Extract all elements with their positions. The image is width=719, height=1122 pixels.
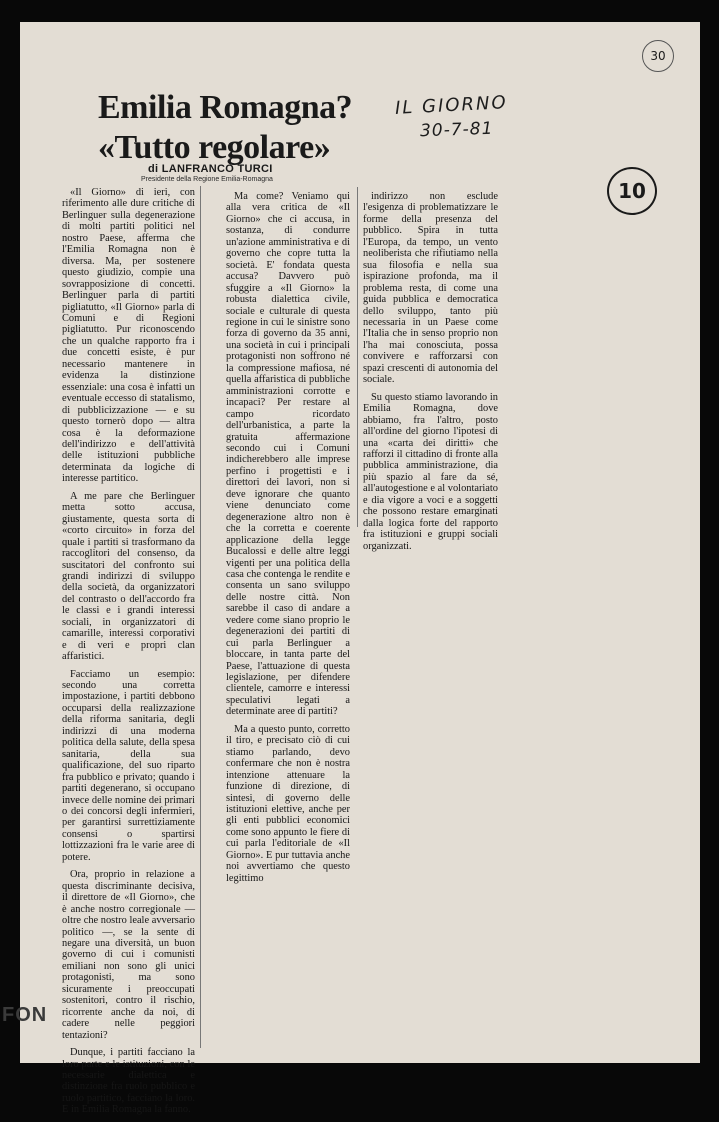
item-number-circle [607,167,657,215]
paragraph: Ma a questo punto, corretto il tiro, e precisato ciò di cui stiamo parlando, devo confermare che non è nostra intenzione attenuare la funzione di direzione, di sintesi, di governo delle istituzioni elettive, anche per gli enti pubblici economici come sono appunto le fiere di cui parla l'editoriale de «Il Giorno». E pur tuttavia anche noi avvertiamo che questo legittimo [226,723,350,884]
handwritten-newspaper-name: IL GIORNO [394,92,509,119]
page-number-circle [642,40,674,72]
paragraph: Ma come? Veniamo qui alla vera critica de «Il Giorno» che ci accusa, in sostanza, di condurre un'azione amministrativa e di governo che copre tutta la società. E' fondata questa accusa? Davvero può sfuggire a «Il Giorno» la robusta dialettica civile, sociale e culturale di questa regione in cui le sinistre sono forza di governo da 35 anni, una società in cui i principali protagonisti non soffrono né la compressione mafiosa, né quella affaristica di pubbliche amministrazioni corrotte e incapaci? Per restare al campo ricordato dell'urbanistica, a parte la gratuita affermazione secondo cui i Comuni indicherebbero alle imprese perfino i progettisti e i direttori dei lavori, non si deve ignorare che quanto viene denunciato come degenerazione altro non è che la corretta e coerente applicazione della legge Bucalossi e delle altre leggi vigenti per una politica della casa che contenga le rendite e consenta un sano sviluppo delle nostre città. Non sarebbe il caso di andare a vedere come siano proprio le degenerazioni dei partiti di cui parla Berlinguer a bloccare, in tanta parte del Paese, l'attuazione di questa legislazione, per difendere clientele, camorre e interessi speculativi legati a determinate aree di partiti? [226,191,350,718]
paragraph: Facciamo un esempio: secondo una corretta impostazione, i partiti debbono occuparsi della realizzazione della riforma sanitaria, degli indirizzi di una moderna politica della salute, della spesa sanitaria, della sua qualificazione, del suo riparto fra pubblico e privato; quando i partiti degenerano, si occupano invece delle nomine dei primari o dei concorsi degli infermieri, per garantirsi surrettiziamente consensi o spartirsi lottizzazioni fra le varie aree di potere. [62,668,195,863]
byline: di LANFRANCO TURCI [148,163,273,175]
paragraph: Dunque, i partiti facciano la loro parte e le istituzioni, con le necessarie dialettica e distinzione fra ruolo pubblico e ruolo partitico, facciano la loro. E in Emilia Romagna la fanno. [62,1047,195,1116]
headline-line-1: Emilia Romagna? [98,89,353,126]
column-divider-1 [200,186,201,1048]
column-divider-2 [357,187,358,527]
byline-role: Presidente della Regione Emilia-Romagna [141,176,273,183]
paragraph: indirizzo non esclude l'esigenza di problematizzare le forme della presenza del pubblico. Spira in tutta l'Europa, da tempo, un vento neoliberista che rifiutiamo nella sua filosofia e nella sua ispirazione profonda, ma il problema resta, di come una guida pubblica e democratica dello sviluppo, tanto più necessaria in un Paese come l'Italia che in senso proprio non l'ha mai conosciuta, possa convivere e rafforzarsi con spazi crescenti di autonomia del sociale. [363,191,498,386]
article-column-1 [62,187,195,1122]
item-number: 10 [618,179,646,203]
archive-watermark: FON [2,1004,48,1026]
article-column-2 [226,191,350,890]
paragraph: Su questo stiamo lavorando in Emilia Romagna, dove abbiamo, fra l'altro, posto all'ordine del giorno l'ipotesi di una «carta dei diritti» che rafforzi il cittadino di fronte alla pubblica amministrazione, dia più spazio al fare da sé, all'autogestione e al volontariato e dia vigore a voci e a soggetti che possono restare emarginati dalla logica forte del rapporto fra istituzioni e gruppi sociali organizzati. [363,391,498,552]
headline-line-2: «Tutto regolare» [98,129,331,166]
page-number: 30 [650,49,666,63]
article-headline-block [98,88,378,168]
paragraph: A me pare che Berlinguer metta sotto accusa, giustamente, questa sorta di «corto circuito» in forza del quale i partiti si trasformano da raccoglitori del consenso, da suscitatori del confronto sui grandi indirizzi di sviluppo della società, da organizzatori del contrasto o dell'accordo fra le classi e i grandi interessi sociali, in organizzatori di camarille, interessi corporativi e di veri e propri clan affaristici. [62,490,195,663]
handwritten-date: 30-7-81 [419,118,494,142]
paragraph: «Il Giorno» di ieri, con riferimento alle dure critiche di Berlinguer sulla degenerazione di molti partiti politici nel nostro Paese, afferma che l'Emilia Romagna non è diversa. Ma, per sostenere questo giudizio, compie una sovrapposizione di concetti. Berlinguer parla di partiti pigliatutto, «Il Giorno» parla di Comuni e di Regioni pigliatutto. Pur riconoscendo che un qualche rapporto fra i due concetti esiste, è pur necessario mantenere in evidenza la distinzione essenziale: una cosa è infatti un eventuale eccesso di statalismo, di pubblicizzazione — e su questo tornerò dopo — altra cosa è la deformazione dell'indirizzo e dell'attività delle istituzioni pubbliche determinata da logiche di interesse partitico. [62,187,195,485]
paragraph: Ora, proprio in relazione a questa discriminante decisiva, il direttore de «Il Giorno», che è anche nostro corregionale — oltre che nostro leale avversario politico —, se la sente di negare una diversità, un buon governo di cui i comunisti emiliani non sono gli unici protagonisti, ma sono sicuramente i preoccupati sostenitori, contro il rischio, ricorrente anche da noi, di cadere nelle peggiori tentazioni? [62,869,195,1041]
article-column-3 [363,191,498,558]
